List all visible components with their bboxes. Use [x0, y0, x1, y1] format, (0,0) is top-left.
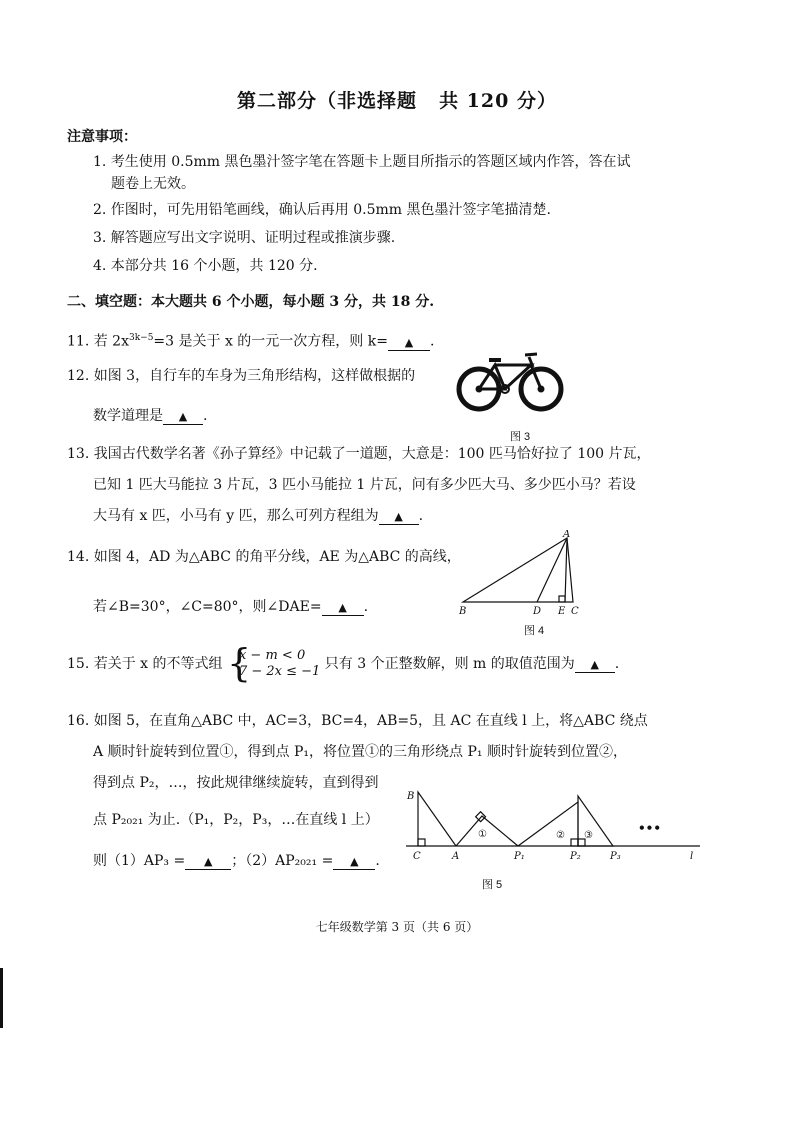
label-P1: P₁: [514, 851, 525, 862]
continuation-dots: •••: [638, 821, 662, 835]
q13-line3-text: 大马有 x 匹，小马有 y 匹，那么可列方程组为: [93, 508, 379, 524]
label-l: l: [690, 851, 694, 862]
question-16-line3: 得到点 P₂，…，按此规律继续旋转，直到得到: [93, 775, 379, 791]
title-score: 共 120 分）: [439, 90, 557, 112]
q11-pre: 11. 若 2x: [67, 333, 129, 350]
q11-exponent: 3k−5: [128, 333, 154, 343]
label-A: A: [452, 851, 460, 862]
bicycle-icon: [455, 345, 565, 417]
label-E: E: [558, 606, 566, 617]
q16-end: .: [375, 853, 380, 869]
label-B: B: [459, 606, 467, 617]
q15-post: 只有 3 个正整数解，则 m 的取值范围为: [324, 656, 575, 672]
notes-heading: 注意事项：: [67, 129, 137, 145]
question-16-line2: A 顺时针旋转到位置①，得到点 P₁，将位置①的三角形绕点 P₁ 顺时针旋转到位置②，: [93, 744, 627, 760]
label-B: B: [407, 791, 415, 802]
note-item-1: 1. 考生使用 0.5mm 黑色墨汁签字笔在答题卡上题目所指示的答题区域内作答，答在试: [93, 154, 631, 170]
position-3-marker: ③: [584, 830, 593, 841]
q12-answer-blank[interactable]: [163, 408, 203, 425]
triangle-icon: ▲: [404, 335, 414, 349]
q14-end: .: [363, 599, 369, 615]
triangle-icon: ▲: [204, 855, 213, 868]
section-heading: 二、填空题：本大题共 6 个小题，每小题 3 分，共 18 分.: [67, 294, 435, 310]
position-1-marker: ①: [478, 829, 487, 840]
figure-3-caption: 图 3: [510, 431, 531, 443]
inequality-system: [226, 641, 321, 685]
scan-edge-mark: [0, 968, 3, 1028]
note-item-2: 2. 作图时，可先用铅笔画线，确认后再用 0.5mm 黑色墨汁签字笔描清楚.: [93, 202, 551, 218]
q11-end: .: [429, 333, 435, 350]
brace-icon: {: [226, 641, 252, 685]
q16-part2: ；（2）AP₂₀₂₁ =: [231, 853, 334, 869]
question-13-line3: [93, 506, 423, 526]
triangle-icon: ▲: [350, 855, 359, 868]
label-P3: P₃: [610, 851, 621, 862]
q11-mid: =3 是关于 x 的一元一次方程，则 k=: [153, 333, 388, 350]
label-A: A: [563, 530, 571, 540]
question-13-line2: 已知 1 匹大马能拉 3 片瓦，3 匹小马能拉 1 片瓦，问有多少匹大马、多少匹小马？若设: [93, 477, 636, 493]
triangle-icon: ▲: [338, 601, 347, 614]
question-12-line2: [93, 406, 207, 426]
page-footer: 七年级数学第 3 页（共 6 页）: [315, 920, 479, 934]
question-16-line4: 点 P₂₀₂₁ 为止.（P₁，P₂，P₃，…在直线 l 上）: [93, 812, 379, 828]
q13-end: .: [418, 508, 424, 524]
q14-line2-text: 若∠B=30°，∠C=80°，则∠DAE=: [93, 599, 322, 615]
q15-answer-blank[interactable]: [575, 656, 615, 673]
figure-5-caption: 图 5: [482, 879, 503, 891]
note-item-1-cont: 题卷上无效。: [111, 176, 195, 192]
question-15: [67, 641, 620, 685]
question-16-line5: [93, 851, 380, 871]
question-13-line1: 13. 我国古代数学名著《孙子算经》中记载了一道题，大意是：100 匹马恰好拉了 100 片瓦，: [67, 446, 651, 462]
figure-4-caption: 图 4: [524, 625, 545, 637]
question-16-line1: 16. 如图 5，在直角△ABC 中，AC=3，BC=4，AB=5，且 AC 在直线 l 上，将△ABC 绕点: [67, 713, 648, 729]
q11-answer-blank[interactable]: [388, 334, 430, 351]
title-part: 第二部分（非选择题: [237, 90, 418, 112]
q14-answer-blank[interactable]: [322, 599, 364, 616]
label-P2: P₂: [570, 851, 581, 862]
figure-5-rotations: [398, 784, 708, 864]
inequality-1: x − m < 0: [238, 648, 306, 663]
note-item-4: 4. 本部分共 16 个小题，共 120 分.: [93, 258, 318, 274]
q16-answer-blank-1[interactable]: [185, 853, 231, 870]
q12-end: .: [203, 408, 208, 424]
q16-part1: 则（1）AP₃ =: [93, 853, 186, 869]
label-C: C: [413, 851, 421, 862]
q12-line2-text: 数学道理是: [93, 408, 163, 424]
question-14-line1: 14. 如图 4，AD 为△ABC 的角平分线，AE 为△ABC 的高线，: [67, 549, 461, 565]
q15-pre: 15. 若关于 x 的不等式组: [67, 656, 223, 672]
q15-post-wrap: [325, 654, 619, 674]
figure-4-triangle: [455, 530, 595, 620]
inequality-2: 7 − 2x ≤ −1: [238, 664, 321, 679]
triangle-icon: ▲: [394, 510, 403, 523]
question-14-line2: [93, 597, 368, 617]
label-D: D: [533, 606, 542, 617]
triangle-icon: ▲: [178, 410, 188, 423]
label-C: C: [571, 606, 579, 617]
question-12-line1: 12. 如图 3，自行车的车身为三角形结构，这样做根据的: [67, 368, 416, 384]
q15-end: .: [614, 656, 620, 672]
triangle-icon: ▲: [590, 658, 599, 671]
question-11: [67, 328, 434, 352]
q16-answer-blank-2[interactable]: [333, 853, 375, 870]
q13-answer-blank[interactable]: [379, 508, 419, 525]
page-title: [0, 86, 794, 113]
note-item-3: 3. 解答题应写出文字说明、证明过程或推演步骤.: [93, 230, 396, 246]
position-2-marker: ②: [556, 830, 565, 841]
